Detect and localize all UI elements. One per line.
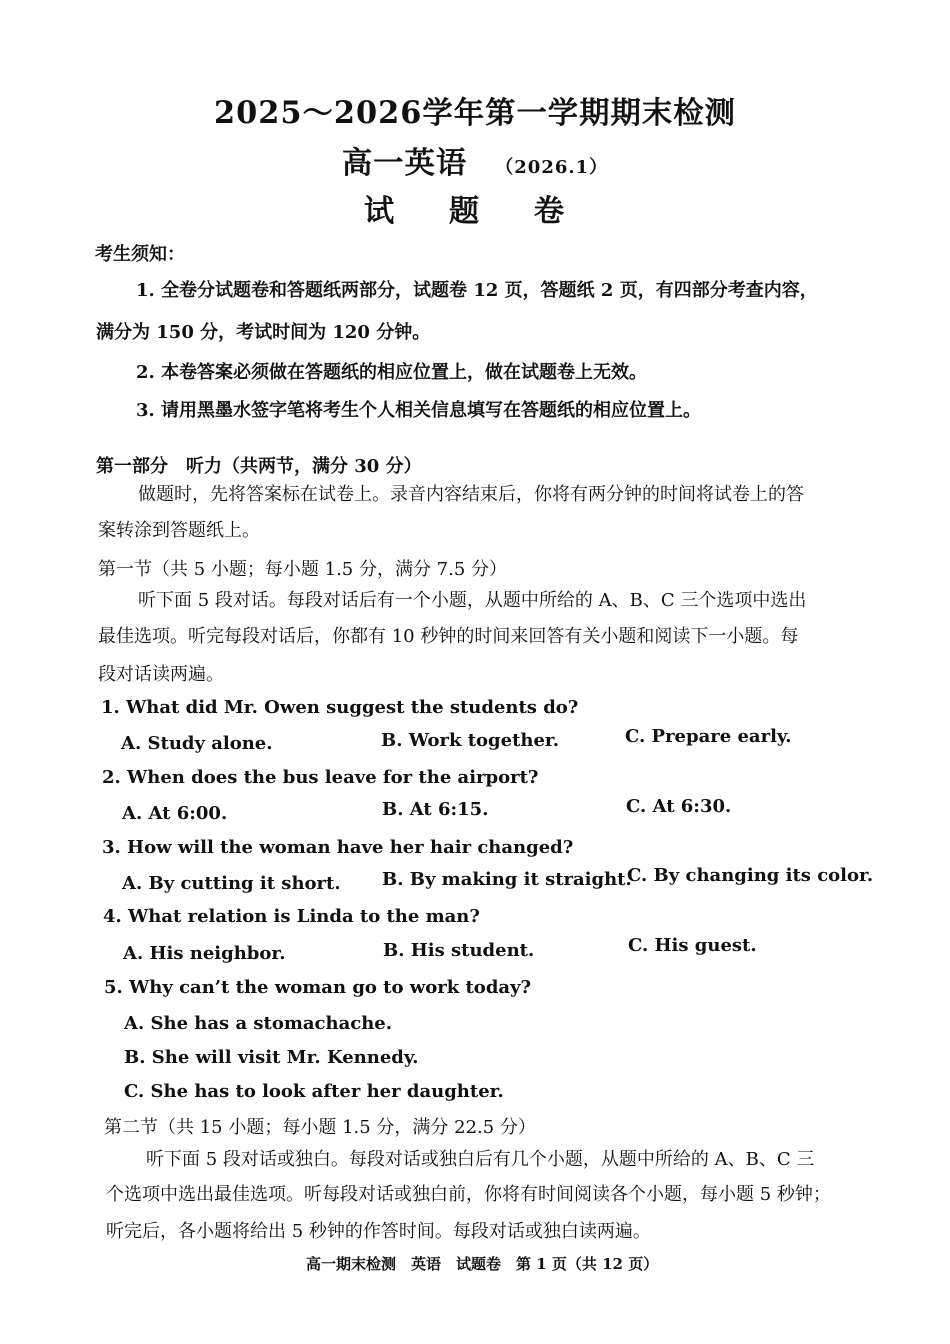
section2-instruction-cont: 个选项中选出最佳选项。听每段对话或独白前，你将有时间阅读各个小题，每小题 5 秒钟； — [106, 1184, 831, 1205]
q5-option-c: C. She has to look after her daughter. — [124, 1081, 504, 1102]
exam-title: 2025～2026学年第一学期期末检测 — [214, 95, 736, 131]
notice-item-2: 2. 本卷答案必须做在答题纸的相应位置上，做在试题卷上无效。 — [136, 362, 648, 383]
q2-option-a: A. At 6:00. — [122, 803, 228, 824]
question-5: 5. Why can’t the woman go to work today? — [104, 977, 532, 998]
notice-item-1: 1. 全卷分试题卷和答题纸两部分，试题卷 12 页，答题纸 2 页，有四部分考查内容， — [136, 280, 818, 301]
question-2: 2. When does the bus leave for the airport? — [102, 767, 539, 788]
part1-instruction-cont: 案转涂到答题纸上。 — [98, 520, 260, 541]
q3-option-b: B. By making it straight. — [382, 869, 632, 890]
exam-date: （2026.1） — [495, 157, 609, 178]
section1-instruction-cont: 最佳选项。听完每段对话后，你都有 10 秒钟的时间来回答有关小题和阅读下一小题。每 — [98, 626, 799, 647]
notice-item-3: 3. 请用黑墨水签字笔将考生个人相关信息填写在答题纸的相应位置上。 — [136, 400, 702, 421]
section1-instruction: 听下面 5 段对话。每段对话后有一个小题，从题中所给的 A、B、C 三个选项中选出 — [138, 590, 807, 611]
q1-option-a: A. Study alone. — [121, 733, 273, 754]
notice-heading: 考生须知： — [95, 244, 185, 265]
section2-instruction: 听下面 5 段对话或独白。每段对话或独白后有几个小题，从题中所给的 A、B、C 三 — [146, 1149, 815, 1170]
q2-option-c: C. At 6:30. — [626, 796, 732, 817]
question-1: 1. What did Mr. Owen suggest the students do? — [101, 697, 579, 718]
q3-option-c: C. By changing its color. — [627, 865, 874, 886]
q4-option-c: C. His guest. — [628, 935, 757, 956]
q4-option-a: A. His neighbor. — [123, 943, 286, 964]
question-3: 3. How will the woman have her hair changed? — [102, 837, 574, 858]
section2-instruction-end: 听完后，各小题将给出 5 秒钟的作答时间。每段对话或独白读两遍。 — [106, 1221, 651, 1242]
subject-line — [0, 138, 950, 182]
section2-heading: 第二节（共 15 小题；每小题 1.5 分，满分 22.5 分） — [104, 1117, 536, 1138]
question-4: 4. What relation is Linda to the man? — [103, 906, 480, 927]
notice-item-1-cont: 满分为 150 分，考试时间为 120 分钟。 — [96, 322, 431, 343]
q2-option-b: B. At 6:15. — [382, 799, 489, 820]
part1-instruction: 做题时，先将答案标在试卷上。录音内容结束后，你将有两分钟的时间将试卷上的答 — [138, 484, 804, 505]
q5-option-b: B. She will visit Mr. Kennedy. — [124, 1047, 419, 1068]
q1-option-b: B. Work together. — [381, 730, 560, 751]
section1-instruction-end: 段对话读两遍。 — [98, 664, 224, 685]
part1-heading: 第一部分 听力（共两节，满分 30 分） — [96, 456, 422, 477]
q5-option-a: A. She has a stomachache. — [124, 1013, 393, 1034]
subject-title: 高一英语 — [341, 145, 468, 181]
q1-option-c: C. Prepare early. — [625, 726, 792, 747]
document-type: 试 题 卷 — [363, 193, 587, 229]
page-footer: 高一期末检测 英语 试题卷 第 1 页（共 12 页） — [306, 1255, 659, 1273]
section1-heading: 第一节（共 5 小题；每小题 1.5 分，满分 7.5 分） — [98, 559, 508, 580]
q4-option-b: B. His student. — [383, 940, 535, 961]
q3-option-a: A. By cutting it short. — [122, 873, 341, 894]
